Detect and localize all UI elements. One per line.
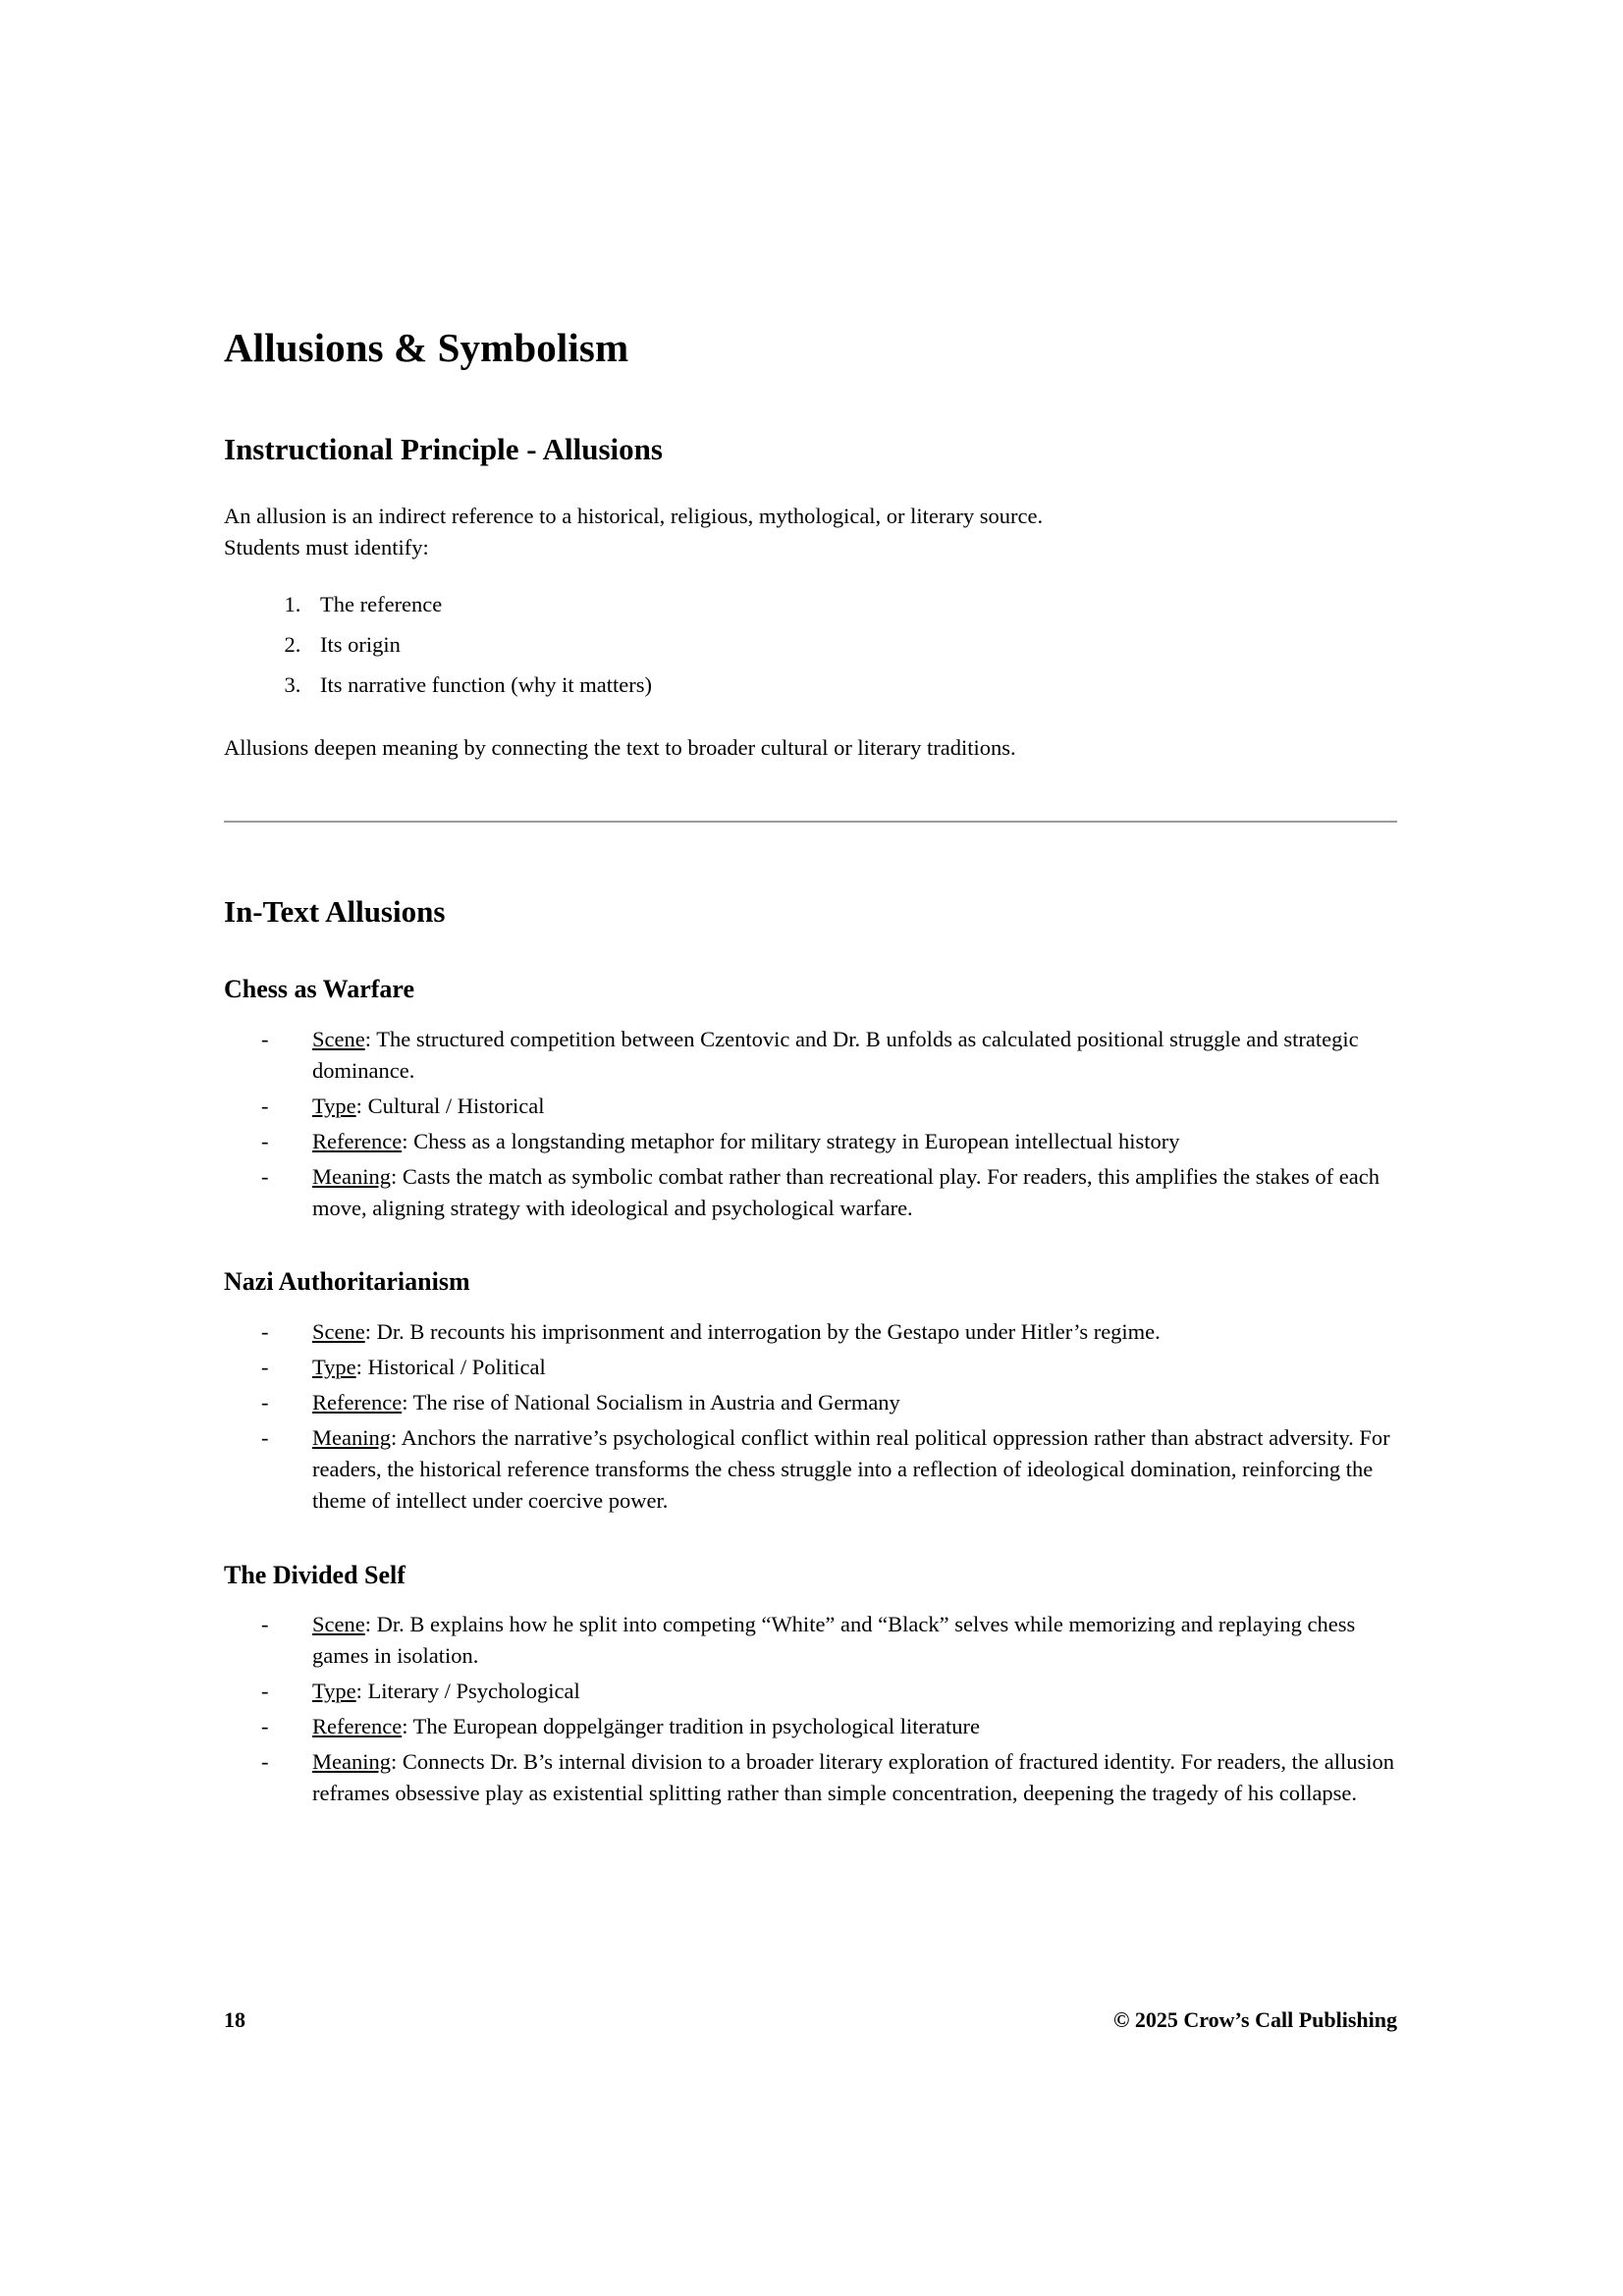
value-scene: Dr. B recounts his imprisonment and interrogation by the Gestapo under Hitler’s regime. [376, 1318, 1161, 1344]
value-reference: The rise of National Socialism in Austria and Germany [412, 1389, 900, 1415]
list-item: 3. Its narrative function (why it matters) [306, 669, 1397, 701]
list-item: 2. Its origin [306, 629, 1397, 661]
bullet-marker: - [261, 1163, 269, 1189]
allusion-definition-line-2: Students must identify: [224, 534, 429, 560]
allusion-entry-title-the-divided-self: The Divided Self [224, 1560, 406, 1589]
value-meaning: Anchors the narrative’s psychological conflict within real political oppression rather than abstract adversity. For readers, the historical reference transforms the chess struggle into a reflection of ideological domination, reinforcing the theme of intellect under coercive power. [312, 1424, 1390, 1513]
bullet-marker: - [261, 1128, 269, 1153]
list-item: 1. The reference [306, 589, 1397, 620]
value-reference: The European doppelgänger tradition in psychological literature [412, 1713, 980, 1738]
label-scene: Scene [312, 1612, 365, 1637]
bullet-marker: - [261, 1389, 269, 1415]
bullet-marker: - [261, 1318, 269, 1344]
allusion-detail-list [224, 1609, 1397, 1809]
page-footer [224, 2007, 1397, 2033]
list-item-type: - Type: Literary / Psychological [261, 1676, 1397, 1707]
page-content [224, 324, 1397, 1813]
bullet-marker: - [261, 1354, 269, 1379]
label-meaning: Meaning [312, 1424, 391, 1450]
bullet-marker: - [261, 1713, 269, 1738]
instructional-principle-heading: Instructional Principle - Allusions [224, 432, 663, 467]
list-item-meaning: - Meaning: Casts the match as symbolic combat rather than recreational play. For readers, this amplifies the stakes of each move, aligning strategy with ideological and psychological warfare. [261, 1161, 1397, 1224]
label-reference: Reference [312, 1713, 403, 1738]
list-item-scene: - Scene: Dr. B recounts his imprisonment and interrogation by the Gestapo under Hitler’s regime. [261, 1316, 1397, 1348]
allusion-entry-title-chess-as-warfare: Chess as Warfare [224, 975, 415, 1004]
section-divider [224, 821, 1397, 823]
value-meaning: Casts the match as symbolic combat rather than recreational play. For readers, this amplifies the stakes of each move, aligning strategy with ideological and psychological warfare. [312, 1163, 1380, 1220]
identification-criteria-list [224, 589, 1397, 701]
list-item-meaning: - Meaning: Connects Dr. B’s internal division to a broader literary exploration of fractured identity. For readers, the allusion reframes obsessive play as existential splitting rather than simple concentration, deepening the tragedy of his collapse. [261, 1746, 1397, 1809]
list-item-reference: - Reference: Chess as a longstanding metaphor for military strategy in European intellectual history [261, 1126, 1397, 1157]
bullet-marker: - [261, 1748, 269, 1774]
allusion-closing-paragraph: Allusions deepen meaning by connecting the text to broader cultural or literary traditions. [224, 734, 1016, 760]
allusion-detail-list [224, 1024, 1397, 1224]
value-scene: Dr. B explains how he split into competing “White” and “Black” selves while memorizing and replaying chess games in isolation. [312, 1612, 1356, 1668]
value-reference: Chess as a longstanding metaphor for military strategy in European intellectual history [413, 1128, 1180, 1153]
label-type: Type [312, 1354, 356, 1379]
allusion-entry-title-nazi-authoritarianism: Nazi Authoritarianism [224, 1267, 470, 1297]
page-number: 18 [224, 2007, 245, 2032]
allusion-detail-list [224, 1316, 1397, 1517]
value-meaning: Connects Dr. B’s internal division to a broader literary exploration of fractured identity. For readers, the allusion reframes obsessive play as existential splitting rather than simple concentration, deepening the tragedy of his collapse. [312, 1748, 1395, 1805]
in-text-allusions-heading: In-Text Allusions [224, 893, 446, 929]
bullet-marker: - [261, 1612, 269, 1637]
copyright-notice: © 2025 Crow’s Call Publishing [1112, 2007, 1397, 2032]
value-type: Cultural / Historical [367, 1093, 545, 1118]
list-item-meaning: - Meaning: Anchors the narrative’s psychological conflict within real political oppression rather than abstract adversity. For readers, the historical reference transforms the chess struggle into a reflection of ideological domination, reinforcing the theme of intellect under coercive power. [261, 1422, 1397, 1517]
list-item-reference: - Reference: The European doppelgänger tradition in psychological literature [261, 1711, 1397, 1742]
label-scene: Scene [312, 1318, 365, 1344]
value-type: Literary / Psychological [367, 1678, 580, 1703]
label-scene: Scene [312, 1026, 365, 1051]
bullet-marker: - [261, 1678, 269, 1703]
label-reference: Reference [312, 1389, 403, 1415]
allusion-definition-line-1: An allusion is an indirect reference to a historical, religious, mythological, or literary source. [224, 503, 1044, 528]
list-item-type: - Type: Cultural / Historical [261, 1091, 1397, 1122]
list-item-reference: - Reference: The rise of National Socialism in Austria and Germany [261, 1387, 1397, 1418]
bullet-marker: - [261, 1424, 269, 1450]
value-scene: The structured competition between Czentovic and Dr. B unfolds as calculated positional struggle and strategic dominance. [312, 1026, 1359, 1083]
label-type: Type [312, 1678, 356, 1703]
list-item-type: - Type: Historical / Political [261, 1352, 1397, 1383]
label-meaning: Meaning [312, 1748, 391, 1774]
list-item-scene: - Scene: The structured competition between Czentovic and Dr. B unfolds as calculated positional struggle and strategic dominance. [261, 1024, 1397, 1087]
page-title: Allusions & Symbolism [224, 325, 629, 370]
bullet-marker: - [261, 1093, 269, 1118]
value-type: Historical / Political [367, 1354, 546, 1379]
allusion-definition-paragraph [224, 501, 1397, 563]
label-type: Type [312, 1093, 356, 1118]
bullet-marker: - [261, 1026, 269, 1051]
label-meaning: Meaning [312, 1163, 391, 1189]
list-item-scene: - Scene: Dr. B explains how he split into competing “White” and “Black” selves while memorizing and replaying chess games in isolation. [261, 1609, 1397, 1672]
label-reference: Reference [312, 1128, 403, 1153]
